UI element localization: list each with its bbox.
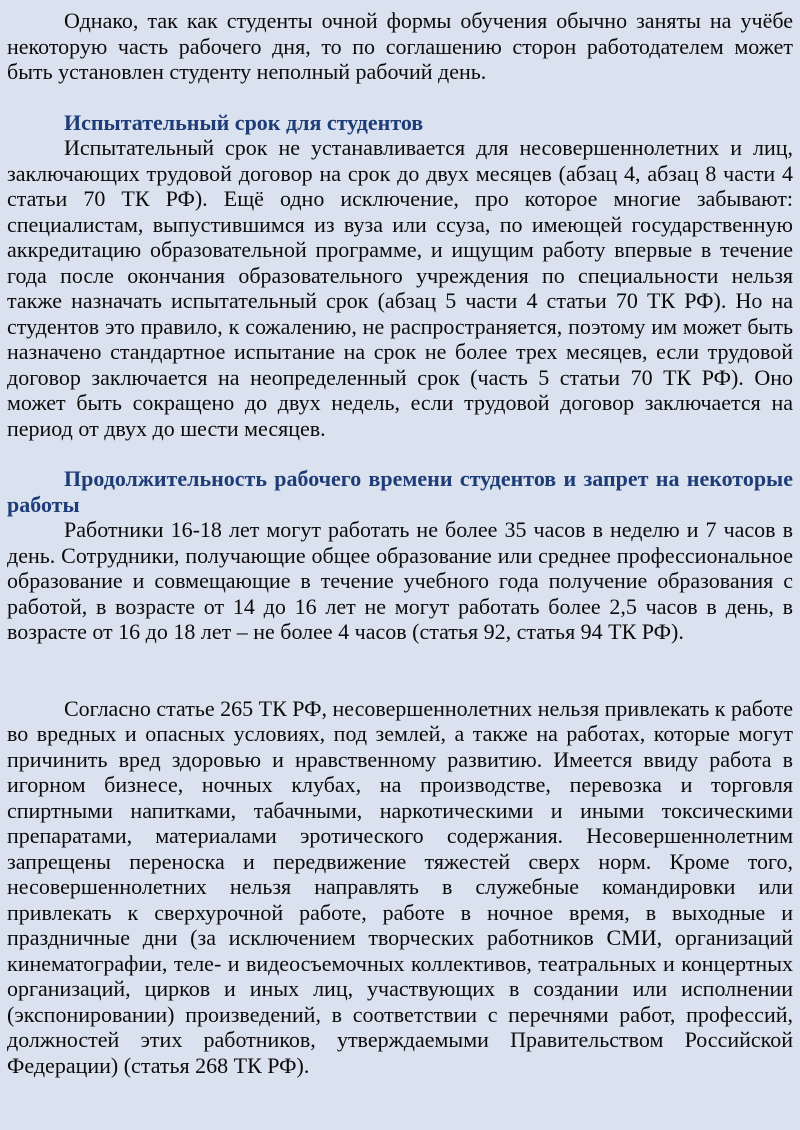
heading-working-hours-restrictions: Продолжительность рабочего времени студентов и запрет на некоторые работы: [7, 466, 793, 517]
paragraph-probation-period: Испытательный срок не устанавливается для несовершеннолетних и лиц, заключающих трудовой договор на срок до двух месяцев (абзац 4, абзац 8 части 4 статьи 70 ТК РФ). Ещё одно исключение, про которое многие забывают: специалистам, выпустившимся из вуза или ссуза, по имеющей государственную аккредитацию образовательной программе, и ищущим работу впервые в течение года после окончания образовательного учреждения по специальности нельзя также назначать испытательный срок (абзац 5 части 4 статьи 70 ТК РФ). Но на студентов это правило, к сожалению, не распространяется, поэтому им может быть назначено стандартное испытание на срок не более трех месяцев, если трудовой договор заключается на неопределенный срок (часть 5 статьи 70 ТК РФ). Оно может быть сокращено до двух недель, если трудовой договор заключается на период от двух до шести месяцев.: [7, 135, 793, 441]
paragraph-part-time-workday: Однако, так как студенты очной формы обучения обычно заняты на учёбе некоторую часть рабочего дня, то по соглашению сторон работодателем может быть установлен студенту неполный рабочий день.: [7, 8, 793, 84]
paragraph-working-hours: Работники 16-18 лет могут работать не более 35 часов в неделю и 7 часов в день. Сотрудники, получающие общее образование или среднее профессиональное образование и совмещающие в течение учебного года получение образования с работой, в возрасте от 14 до 16 лет не могут работать более 2,5 часов в день, в возрасте от 16 до 18 лет – не более 4 часов (статья 92, статья 94 ТК РФ).: [7, 517, 793, 644]
heading-probation-period: Испытательный срок для студентов: [64, 109, 424, 135]
paragraph-minor-work-restrictions: Согласно статье 265 ТК РФ, несовершеннолетних нельзя привлекать к работе во вредных и опасных условиях, под землей, а также на работах, которые могут причинить вред здоровью и нравственному развитию. Имеется ввиду работа в игорном бизнесе, ночных клубах, на производстве, перевозка и торговля спиртными напитками, табачными, наркотическими и иными токсическими препаратами, материалами эротического содержания. Несовершеннолетним запрещены переноска и передвижение тяжестей сверх норм. Кроме того, несовершеннолетних нельзя направлять в служебные командировки или привлекать к сверхурочной работе, работе в ночное время, в выходные и праздничные дни (за исключением творческих работников СМИ, организаций кинематографии, теле- и видеосъемочных коллективов, театральных и концертных организаций, цирков и иных лиц, участвующих в создании или исполнении (экспонировании) произведений, в соответствии с перечнями работ, профессий, должностей этих работников, утверждаемыми Правительством Российской Федерации) (статья 268 ТК РФ).: [7, 695, 793, 1078]
